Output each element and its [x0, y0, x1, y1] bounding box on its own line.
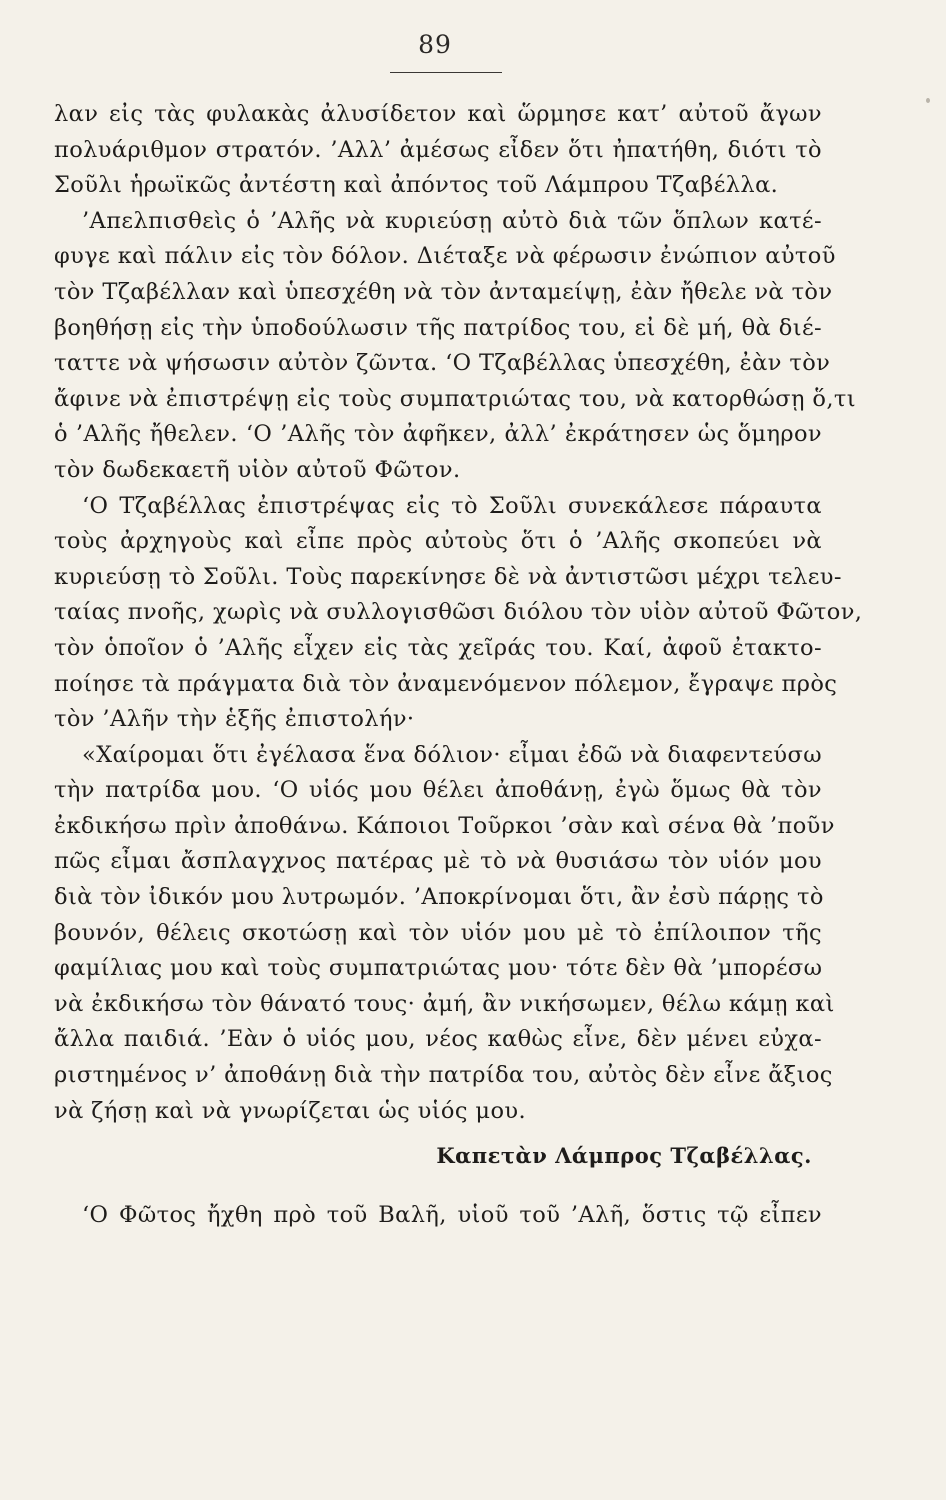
header-rule [390, 72, 502, 73]
text-line: ἄλλα παιδιά. ’Εὰν ὁ υἱός μου, νέος καθὼς εἶνε, δὲν μένει εὐχα- [54, 1026, 822, 1053]
text-line: φαμίλιας μου καὶ τοὺς συμπατριώτας μου· τότε δὲν θὰ ’μπορέσω [54, 955, 823, 982]
text-line: τὸν Τζαβέλλαν καὶ ὑπεσχέθη νὰ τὸν ἀνταμείψῃ, ἐὰν ἤθελε νὰ τὸν [54, 278, 833, 305]
text-line: νὰ ζήσῃ καὶ νὰ γνωρίζεται ὡς υἱός μου. [54, 1097, 527, 1124]
page-number: 89 [418, 30, 452, 59]
text-line: βουνόν, θέλεις σκοτώσῃ καὶ τὸν υἱόν μου μὲ τὸ ἐπίλοιπον τῆς [54, 919, 822, 946]
text-line: κυριεύσῃ τὸ Σοῦλι. Τοὺς παρεκίνησε δὲ νὰ ἀντιστῶσι μέχρι τελευ- [54, 563, 842, 590]
text-line: ταττε νὰ ψήσωσιν αὐτὸν ζῶντα. ‘Ο Τζαβέλλας ὑπεσχέθη, ἐὰν τὸν [54, 350, 831, 377]
text-line: τὴν πατρίδα μου. ‘Ο υἱός μου θέλει ἀποθάνῃ, ἐγὼ ὅμως θὰ τὸν [54, 777, 822, 804]
text-line: ταίας πνοῆς, χωρὶς νὰ συλλογισθῶσι διόλου τὸν υἱὸν αὐτοῦ Φῶτον, [54, 599, 863, 626]
text-line: ἄφινε νὰ ἐπιστρέψῃ εἰς τοὺς συμπατριώτας του, νὰ κατορθώσῃ ὅ,τι [54, 385, 856, 412]
text-line: ὁ ’Αλῆς ἤθελεν. ‘Ο ’Αλῆς τὸν ἀφῆκεν, ἀλλ’ ἐκράτησεν ὡς ὅμηρον [54, 421, 822, 448]
text-line: διὰ τὸν ἰδικόν μου λυτρωμόν. ’Αποκρίνομαι ὅτι, ἂν ἐσὺ πάρῃς τὸ [54, 884, 824, 911]
text-line: ποίησε τὰ πράγματα διὰ τὸν ἀναμενόμενον πόλεμον, ἔγραψε πρὸς [54, 670, 838, 697]
text-line: ‘Ο Τζαβέλλας ἐπιστρέψας εἰς τὸ Σοῦλι συνεκάλεσε πάραυτα [82, 492, 822, 519]
letter-signature: Καπετὰν Λάμπρος Τζαβέλλας. [436, 1143, 812, 1169]
text-line: τὸν ὁποῖον ὁ ’Αλῆς εἶχεν εἰς τὰς χεῖράς του. Καί, ἀφοῦ ἐτακτο- [54, 634, 822, 661]
text-line: «Χαίρομαι ὅτι ἐγέλασα ἕνα δόλιον· εἶμαι ἐδῶ νὰ διαφεντεύσω [82, 741, 822, 768]
paper-speck [926, 98, 930, 103]
text-line: λαν εἰς τὰς φυλακὰς ἀλυσίδετον καὶ ὥρμησε κατ’ αὐτοῦ ἄγων [54, 101, 822, 127]
text-line: πῶς εἶμαι ἄσπλαγχνος πατέρας μὲ τὸ νὰ θυσιάσω τὸν υἱόν μου [54, 848, 822, 875]
text-line: ἐκδικήσω πρὶν ἀποθάνω. Κάποιοι Τοῦρκοι ’σὰν καὶ σένα θὰ ’ποῦν [54, 812, 835, 839]
text-line: ριστημένος ν’ ἀποθάνῃ διὰ τὴν πατρίδα του, αὐτὸς δὲν εἶνε ἄξιος [54, 1062, 833, 1089]
text-line: ‘Ο Φῶτος ἤχθη πρὸ τοῦ Βαλῆ, υἱοῦ τοῦ ’Αλῆ, ὅστις τῷ εἶπεν [82, 1202, 822, 1229]
text-line: τὸν δωδεκαετῆ υἱὸν αὐτοῦ Φῶτον. [54, 456, 461, 483]
text-line: τὸν ’Αλῆν τὴν ἑξῆς ἐπιστολήν· [54, 706, 415, 733]
signature-row [54, 1129, 822, 1198]
body-text [54, 97, 863, 1234]
text-line: νὰ ἐκδικήσω τὸν θάνατό τους· ἀμή, ἂν νικήσωμεν, θέλω κάμῃ καὶ [54, 990, 835, 1017]
text-line: βοηθήσῃ εἰς τὴν ὑποδούλωσιν τῆς πατρίδος του, εἰ δὲ μή, θὰ διέ- [54, 314, 822, 341]
text-line: φυγε καὶ πάλιν εἰς τὸν δόλον. Διέταξε νὰ φέρωσιν ἐνώπιον αὐτοῦ [54, 243, 836, 270]
text-line: πολυάριθμον στρατόν. ’Αλλ’ ἀμέσως εἶδεν ὅτι ἠπατήθη, διότι τὸ [54, 136, 822, 163]
text-line: τοὺς ἀρχηγοὺς καὶ εἶπε πρὸς αὐτοὺς ὅτι ὁ ’Αλῆς σκοπεύει νὰ [54, 528, 822, 555]
text-line: ’Απελπισθεὶς ὁ ’Αλῆς νὰ κυριεύσῃ αὐτὸ διὰ τῶν ὅπλων κατέ- [82, 207, 822, 234]
text-line: Σοῦλι ἡρωϊκῶς ἀντέστη καὶ ἀπόντος τοῦ Λάμπρου Τζαβέλλα. [54, 172, 779, 199]
